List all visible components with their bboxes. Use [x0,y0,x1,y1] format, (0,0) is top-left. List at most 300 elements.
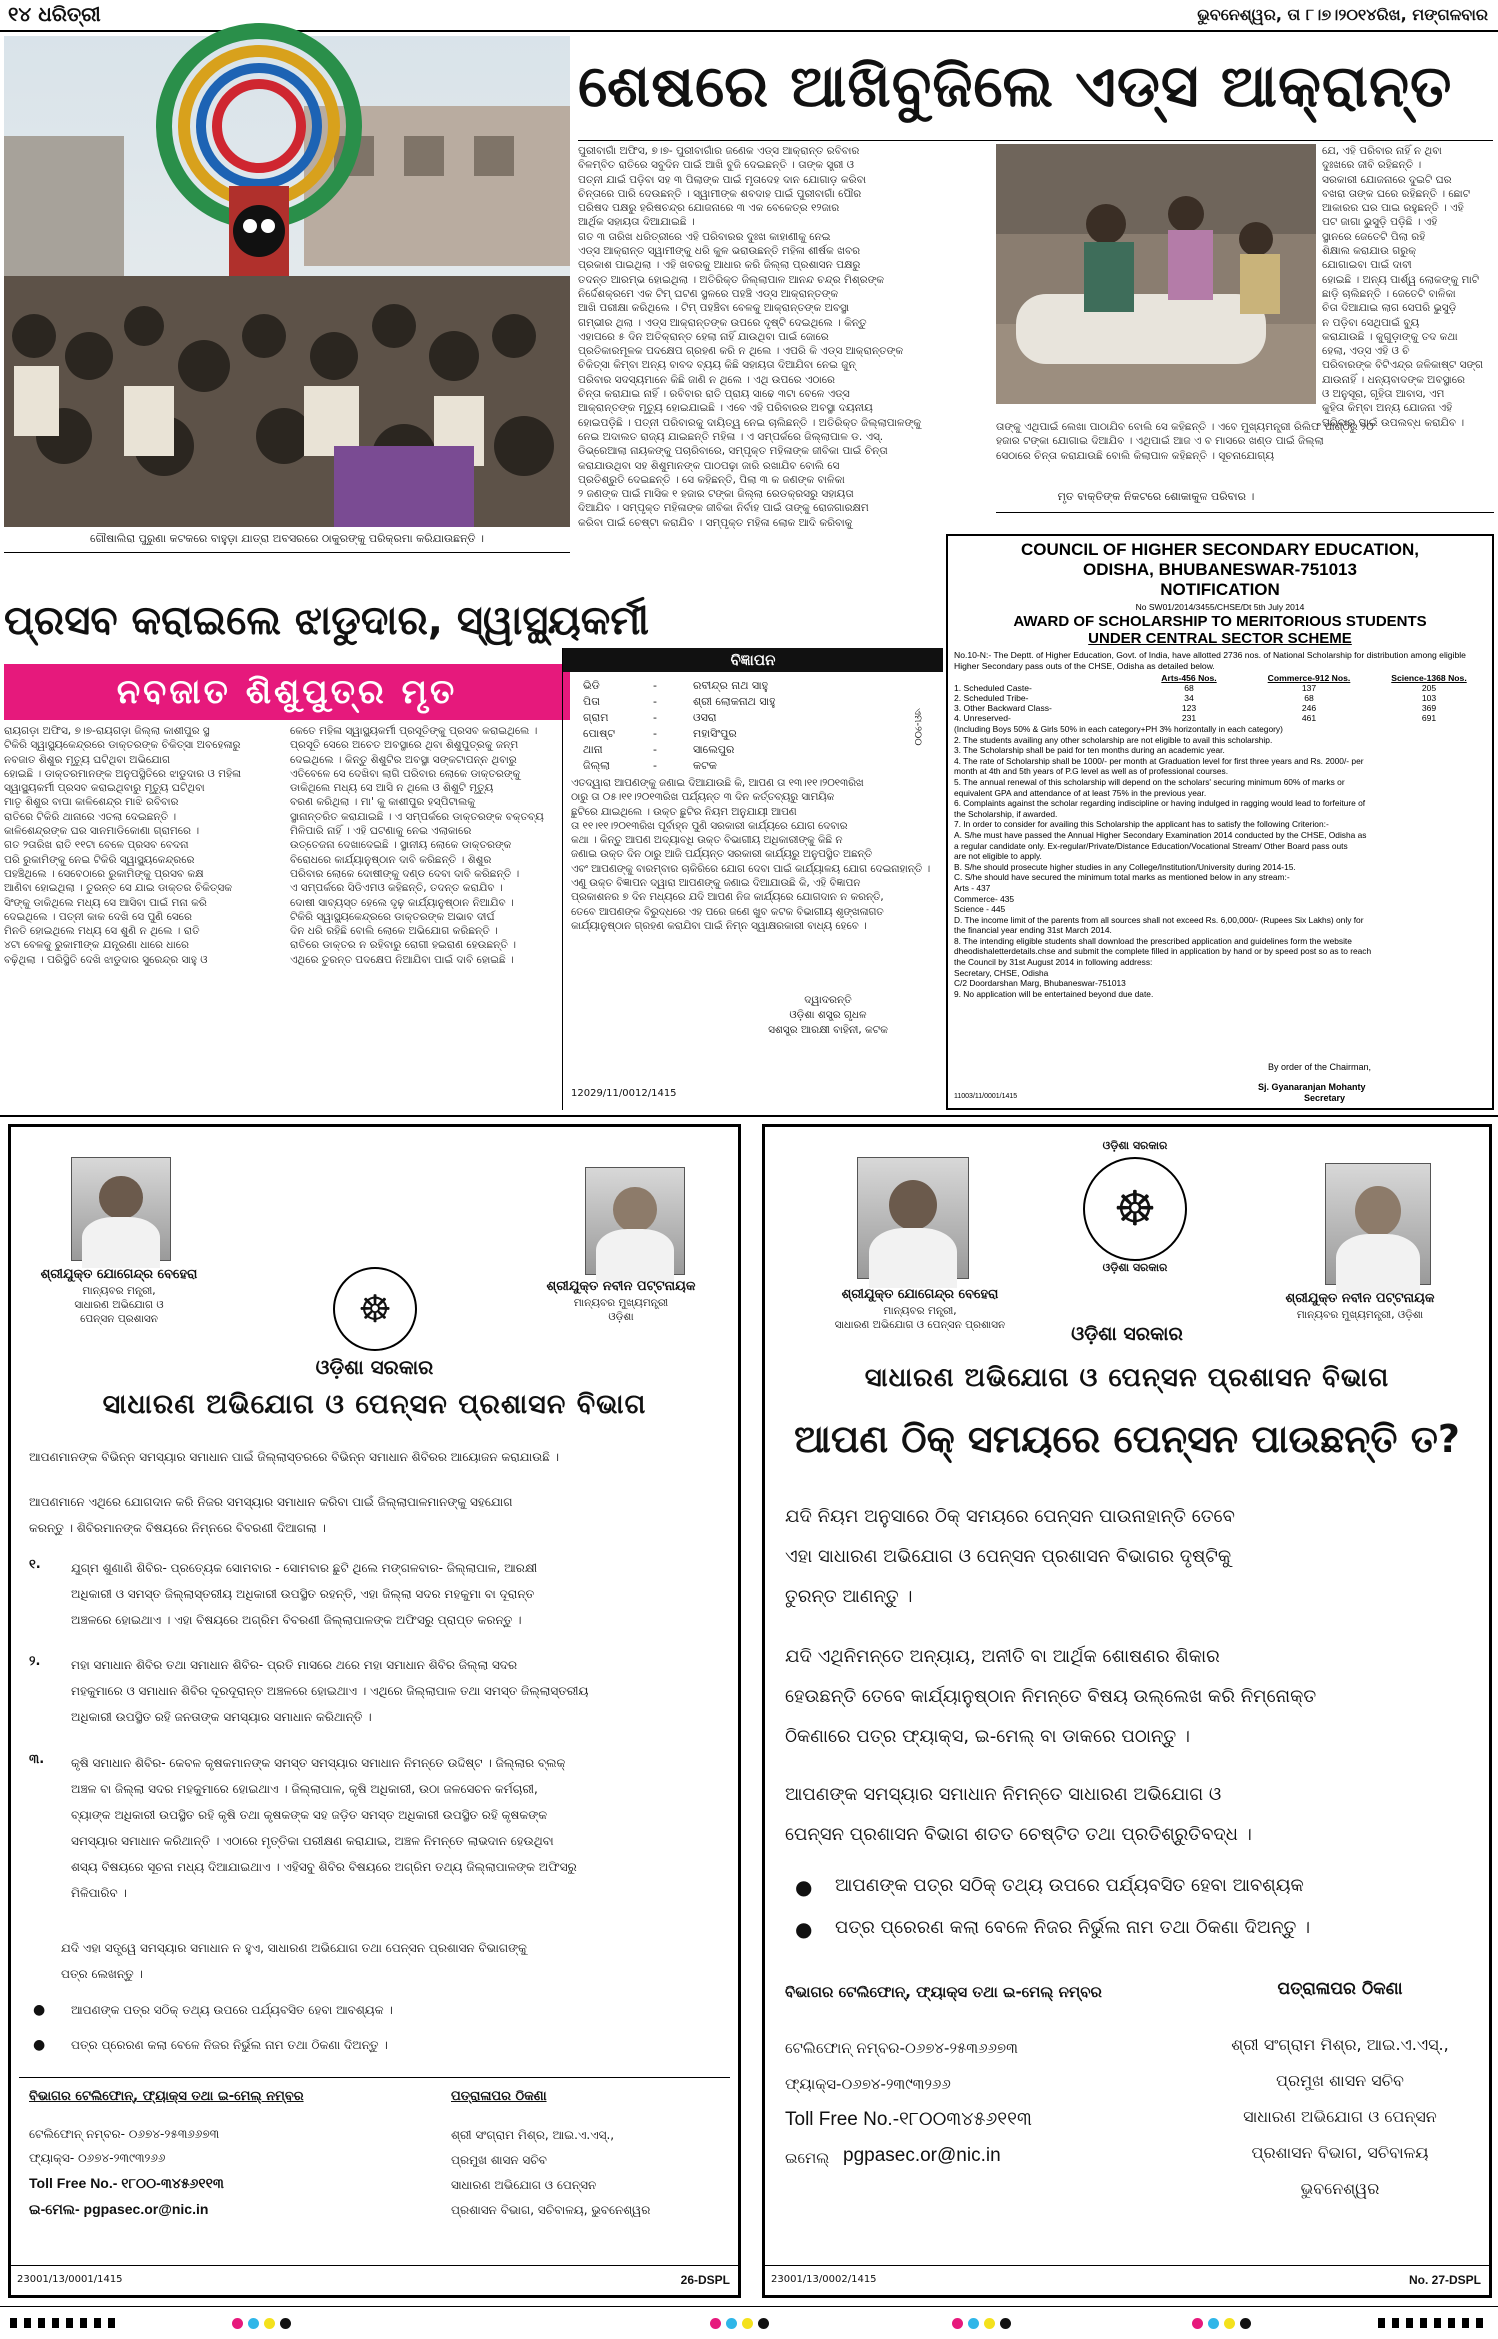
ad-left-item2-num: ୨. [29,1654,41,1669]
ad-left-address [451,2123,731,2223]
ad-right-tag: No. 27-DSPL [1408,2273,1481,2287]
article-line: ତଦନ୍ତ ଆରମ୍ଭ ହୋଇଥିଲା । ଅତିରିକ୍ତ ଜିଲ୍ଲାପାଳ ଆନନ୍ଦ ଚନ୍ଦ୍ର ମିଶ୍ରଙ୍କ [578,273,885,286]
notification-point: are not eligible to apply. [954,851,1042,862]
ad-right-footer-rule [765,2265,1489,2266]
article-line: ସେଠାରେ ଚିନ୍ତା କରାଯାଉଛି ବୋଲି କିଲାପାଳ କହିଛନ୍ତି । ସୂଚନାଯୋଗ୍ୟ [996,449,1274,462]
vigyapan-field-value: ରବୀନ୍ଦ୍ର ନାଥ ସାହୁ [693,679,769,692]
ad-left-footer-rule [11,2265,738,2266]
ad-right-cm-title: ମାନ୍ୟବର ମୁଖ୍ୟମନ୍ତ୍ରୀ, ଓଡ଼ିଶା [1296,1309,1424,1321]
ad-left-cm-title1: ମାନ୍ୟବର ମୁଖ୍ୟମନ୍ତ୍ରୀ [573,1297,669,1309]
vigyapan-field-label: ପୋଷ୍ଟ [583,727,615,740]
ad-left-item2 [71,1652,721,1730]
notification-point: 6. Complaints against the scholar regarding indiscipline or having indulged in ragging would lead to forfeiture of [954,798,1366,809]
article-line: ପ୍ରତିଶ୍ରୁତି ଦେଇଛନ୍ତି । ସେ କହିଛନ୍ତି, ପିଲା ୩ କ ଜଣଙ୍କ ବାଳିକା [578,473,845,486]
address-line: ପ୍ରମୁଖ ଶାସନ ସଚିବ [451,2153,547,2167]
story2-column-2 [290,724,570,1114]
vigyapan-box [562,648,943,1110]
vigyapan-line: ତା ୧୧।୧୧।୨୦୧୩ରିଖ ପୂର୍ବାହ୍ନ ପୁଣି ସରକାରୀ କାର୍ଯ୍ୟରେ ଯୋଗ ଦେବାର [571,819,848,832]
ad-line: ଶସ୍ୟ ବିଷୟରେ ସୂଚନା ମଧ୍ୟ ଦିଆଯାଇଥାଏ । ଏହିସବୁ ଶିବିର ବିଷୟରେ ଅଗ୍ରିମ ତଥ୍ୟ ଜିଲ୍ଲାପାଳଙ୍କ ଅଫିସରୁ [71,1860,577,1874]
ad-right-para2 [785,1637,1475,1757]
article-line: ପୁରୀବାଗାଁ ଅଫିସ, ୭।୭- ପୁରୀବାଗାଁର ଜଣେକ ଏଡ୍‌ସ ଆକ୍ରାନ୍ତ ରବିବାର [578,145,860,157]
article-line: ଦେଇଥିଲେ । କିନ୍ତୁ ଶିଶୁଟିର ଅବସ୍ଥା ସଙ୍କଟାପନ୍ନ ଥିବାରୁ [290,753,517,766]
notification-point: Arts - 437 [954,882,991,893]
ad-line: ହେଉଛନ୍ତି ତେବେ କାର୍ଯ୍ୟାନୁଷ୍ଠାନ ନିମନ୍ତେ ବିଷୟ ଉଲ୍ଲେଖ କରି ନିମ୍ନୋକ୍ତ [785,1686,1317,1707]
notification-table-cell: 68 [1184,683,1194,693]
article-line: ପ୍ରକାଶ ପାଇଥିଲା । ଏହି ଖବରକୁ ଆଧାର କରି ଜିଲ୍ଲା ପ୍ରଶାସନ ପକ୍ଷରୁ [578,259,861,272]
article-line: ଟିକିରି ସ୍ୱାସ୍ଥ୍ୟକେନ୍ଦ୍ରରେ ଡାକ୍ତରଙ୍କ ଚିକିତ୍ସା ଅବହେଳାରୁ [4,739,241,752]
notification-point: A. S/he must have passed the Annual Higher Secondary Examination 2014 conducted by the CHSE, Odisha as [954,829,1367,840]
story1-headline: ଶେଷରେ ଆଖିବୁଜିଲେ ଏଡ୍‌ସ ଆକ୍ରାନ୍ତ [578,52,1453,120]
vigyapan-field-row [583,694,883,710]
article-line: ହଜାର ଟଙ୍କା ଯୋଗାଇ ଦିଆଯିବ । ଏଥିପାଇଁ ଆଜ ଏ ବ ମାସରେ ଖଣ୍ଡ ପାଇଁ ଜିଲ୍ଲା [996,435,1324,448]
article-line: ବିରୋଧରେ କାର୍ଯ୍ୟାନୁଷ୍ଠାନ ଦାବି କରିଛନ୍ତି । ଶିଶୁର [290,853,492,866]
article-line: କରିବା ପାଇଁ ଚେଷ୍ଟା କରାଯିବ । ସମ୍ପୃକ୍ତ ମହିଳା ଲୋକ ଆଦି କରିବାକୁ [578,516,853,529]
ad-right-email: pgpasec.or@nic.in [843,2145,1001,2166]
article-line: ପତ୍ନୀ ଯାଇଁ ପଡ଼ିବା ସହ ୩ ପିଲାଙ୍କ ପାଇଁ ମୃତାଦେହ ଦାନ ଯୋଗାଡ଼ କରିବା [578,173,867,186]
ad-line: ପେନ୍‌ସନ ପ୍ରଶାସନ ବିଭାଗ ଶତତ ଚେଷ୍ଟିତ ତଥା ପ୍ରତିଶ୍ରୁତିବଦ୍ଧ । [785,1824,1252,1845]
article-line: ପହଞ୍ଚିଥିଲେ । ସେବେଠାରେ ରୁକାମିଙ୍କୁ ପ୍ରସବ କକ୍ଷ [4,867,204,880]
notification-point: the Council by 31st August 2014 in following address: [954,957,1153,968]
vigyapan-field-row [583,758,883,774]
color-dot [1000,2318,1011,2329]
story2-headline: ପ୍ରସବ କରାଇଲେ ଝାଡୁଦାର, ସ୍ୱାସ୍ଥ୍ୟକର୍ମୀ [4,598,650,644]
article-line: ନେଇ ଅଦାଲତ ରାଜ୍ୟ ଯାଇଛନ୍ତି ମହିଳା । ଏ ସମ୍ପର୍କରେ ଜିଲ୍ଲାପାଳ ଡ. ଏସ୍. [578,430,884,443]
notification-point: 8. The intending eligible students shall download the prescribed application and guidelines form the website [954,935,1352,946]
color-dot [968,2318,979,2329]
ad-right-govt: ଓଡ଼ିଶା ସରକାର [1071,1323,1183,1345]
article-line: ଡାକିଥିଲେ ମଧ୍ୟ ସେ ଆସି ନ ଥିଲେ ଓ ଶିଶୁଟି ମୃତ୍ୟୁ [290,782,494,795]
ad-line: ଠିକଣାରେ ପତ୍ର ଫ୍ୟାକ୍ସ, ଇ-ମେଲ୍ ବା ଡାକରେ ପଠାନ୍ତୁ । [785,1726,1190,1747]
color-dot [710,2318,721,2329]
article-line: ଓ ଅନୁସୂରା, ଗୃହିତା ଆବାସ, ଏମ [1322,388,1445,401]
article-line: ସିଂଙ୍କୁ ଡାକିଥିଲେ ମଧ୍ୟ ସେ ଆସିବା ପାଇଁ ମନା କରି [4,896,207,909]
notification-point: dheodishaletterdetails.chse and submit the complete filled in application by hand or by speed post so as to reach [954,946,1372,957]
article-line: ହୋଇଛି । ଅନ୍ୟ ପାର୍ଶ୍ୱ ଲୋକଙ୍କୁ ମାଟି [1322,273,1480,286]
vigyapan-field-value: ଶ୍ରୀ ଲୋକନାଥ ସାହୁ [693,695,776,708]
notification-intro: No.10-N:- The Deptt. of Higher Education, Govt. of India, have allotted 2736 nos. of National Scholarship for distribution among eligible Higher Secondary pass outs of the CHSE, Odisha as detailed below. [954,650,1466,671]
notification-table-cell: 246 [1301,703,1317,713]
ad-left-minister-title1: ମାନ୍ୟବର ମନ୍ତ୍ରୀ, [82,1285,156,1297]
article-line: ହୋଇପଡ଼ିଛି । ପତ୍ନୀ ପରିବାରକୁ ଦାୟିତ୍ୱ ନେଇ ଚାଲିଛନ୍ତି । ଅତିରିକ୍ତ ଜିଲ୍ଲାପାଳଙ୍କୁ [578,416,922,429]
article-line: ପରି ରୁକାମିଙ୍କୁ ନେଇ ଟିକିରି ସ୍ୱାସ୍ଥ୍ୟକେନ୍ଦ୍ରରେ [4,853,195,866]
color-dot [264,2318,275,2329]
notification-subject1: AWARD OF SCHOLARSHIP TO MERITORIOUS STUDENTS [1013,613,1427,630]
minister-portrait-right [857,1157,969,1279]
article-line: ମିଳିପାରି ନାହିଁ । ଏହି ଘଟଣାକୁ ନେଇ ଏଲାକାରେ [290,825,472,838]
vigyapan-signoff-line: ସଶସ୍ତ୍ର ଆରକ୍ଷୀ ବାହିନୀ, କଟକ [768,1024,888,1036]
ad-line: ମହା ସମାଧାନ ଶିବିର ତଥା ସମାଧାନ ଶିବିର- ପ୍ରତି ମାସରେ ଥରେ ମହା ସମାଧାନ ଶିବିର ଜିଲ୍ଲା ସଦର [71,1658,518,1672]
vigyapan-field-sep: - [653,679,657,692]
color-dot [232,2318,243,2329]
article-line: ଦୋଷୀ ସାବ୍ୟସ୍ତ ହେଲେ ଦୃଢ଼ କାର୍ଯ୍ୟାନୁଷ୍ଠାନ ନିଆଯିବ । [290,896,514,909]
ad-line: ଯୁଗ୍ମ ଶୁଣାଣି ଶିବିର- ପ୍ରତ୍ୟେକ ସୋମବାର - ସୋମବାର ଛୁଟି ଥିଲେ ମଙ୍ଗଳବାର- ଜିଲ୍ଲାପାଳ, ଆରକ୍ଷୀ [71,1561,538,1575]
story2-subhead: ନବଜାତ ଶିଶୁପୁତ୍ର ମୃତ [4,664,570,720]
ad-right-minister-title2: ସାଧାରଣ ଅଭିଯୋଗ ଓ ପେନ୍‌ସନ ପ୍ରଶାସନ [834,1319,1006,1331]
vigyapan-line: ଏବଂ ଆପଣଙ୍କୁ ବାରମ୍ବାର ଚାକିରିରେ ଯୋଗ ଦେବା ପାଇଁ କାର୍ଯ୍ୟାଳୟ ଯୋଗ ଦେଇନାହାନ୍ତି । [571,862,931,875]
ad-left-bullet1: ଆପଣଙ୍କ ପତ୍ର ସଠିକ୍ ତଥ୍ୟ ଉପରେ ପର୍ଯ୍ୟବସିତ ହେବା ଆବଶ୍ୟକ । [71,2003,393,2017]
notification-table-row [954,703,1486,713]
ad-left-intro: ଆପଣମାନଙ୍କ ବିଭିନ୍ନ ସମସ୍ୟାର ସମାଧାନ ପାଇଁ ଜିଲ୍ଲାସ୍ତରରେ ବିଭିନ୍ନ ସମାଧାନ ଶିବିରର ଆୟୋଜନ କରାଯାଉଛି । [29,1450,560,1464]
notification-table-cell [954,673,1134,683]
article-line: ଛାଡ଼ି ଚାଲିଛନ୍ତି । ଜେତେଟି ବାଳିକା [1322,287,1456,300]
ad-left-tollfree: Toll Free No.- ୧୮୦୦-୩୪୫୬୧୧୩ [29,2175,224,2191]
article-line: ଡିଭ୍ରେଆଲା ନାୟକଙ୍କୁ ପଚାରିବାରେ, ସମ୍ପୃକ୍ତ ମହିଳାଙ୍କ ଜୀବିକା ପାଇଁ ଚିନ୍ତା [578,445,888,458]
article-line: ବିଳମ୍ବିତ ରାତିରେ ସବୁଦିନ ପାଇଁ ଆଖି ବୁଜି ଦେଇଛନ୍ତି । ତାଙ୍କ ସ୍ତ୍ରୀ ଓ [578,159,855,172]
ad-right-cm-name: ଶ୍ରୀଯୁକ୍ତ ନବୀନ ପଟ୍ଟନାୟକ [1285,1291,1435,1306]
notification-point: equivalent GPA and attendance of at least 75% in the previous year. [954,787,1207,798]
ad-line: ଆପଣଙ୍କ ସମସ୍ୟାର ସମାଧାନ ନିମନ୍ତେ ସାଧାରଣ ଅଭିଯୋଗ ଓ [785,1784,1222,1805]
notification-point: Science - 445 [954,904,1006,915]
ad-left-ref: 23001/13/0001/1415 [17,2274,123,2285]
ad-line: ଏହା ସାଧାରଣ ଅଭିଯୋଗ ଓ ପେନ୍‌ସନ ପ୍ରଶାସନ ବିଭାଗର ଦୃଷ୍ଟିକୁ [785,1546,1232,1567]
color-dot [758,2318,769,2329]
vigyapan-body [571,776,937,946]
notification-order-line: By order of the Chairman, [1268,1062,1372,1072]
article-line: ଆକାରର ଘର ପାଇ ରହୁଛନ୍ତି । ଏହି [1322,202,1464,215]
ad-line: ପତ୍ର ଲେଖନ୍ତୁ । [61,1967,143,1981]
article-line: କେତେ ମହିଳା ସ୍ୱାସ୍ଥ୍ୟକର୍ମୀ ପ୍ରସୂତିଙ୍କୁ ପ୍ରସବ କରାଇଥିଲେ । [290,725,538,737]
article-line: ମାତୃ ଶିଶୁର ବାପା କାଳିଶେନ୍ଦ୍ର ମାଝି ରବିବାର [4,796,179,809]
notification-point: the Scholarship, if awarded. [954,808,1058,819]
page-label: ୧୪ ଧରିତ୍ରୀ [8,2,101,26]
vigyapan-field-sep: - [653,727,657,740]
minister-portrait [71,1157,171,1261]
vigyapan-line: ଠାରୁ ତା ୦୫।୧୧।୨୦୧୩ରିଖ ପର୍ଯ୍ୟନ୍ତ ୩ ଦିନ କର୍ତ୍ତବ୍ୟରୁ ସାମୟିକ [571,791,835,804]
vigyapan-field-sep: - [653,759,657,772]
article-line: ପରିବାର ଲୋକେ ଦୋଷୀଙ୍କୁ ଦଣ୍ଡ ଦେବା ଦାବି କରିଛନ୍ତି । [290,867,520,880]
article-line: କାଳିଶେନ୍ଦ୍ରଙ୍କ ଘର ସାନମାଡିକୋଣା ଗ୍ରାମରେ । [4,825,200,838]
vigyapan-field-value: କଟକ [693,759,717,772]
vigyapan-field-sep: - [653,711,657,724]
color-dot [726,2318,737,2329]
article-line: ନ ପଡ଼ିବା ସେଥିପାଇଁ ବ୍ୟୁ [1322,316,1420,329]
story1-headline-rule [578,140,1493,141]
vigyapan-field-label: ପିତା [583,695,600,708]
article-line: ସ୍ୱାସ୍ଥ୍ୟକର୍ମୀ ପ୍ରସବ କରାଇଥିବାରୁ ମୃତ୍ୟୁ ଘଟିଥିବା [4,782,205,795]
ad-left-item1 [71,1555,721,1633]
color-dot [1208,2318,1219,2329]
notification-table-cell: 1. Scheduled Caste- [954,683,1032,693]
color-dot [742,2318,753,2329]
article-line: ଦୁଃଖରେ ଜୀବି ରହିଛନ୍ତି । [1322,159,1422,172]
story2-column-1 [4,724,282,1114]
notification-table-cell: 68 [1304,693,1314,703]
article-line: ବଢ଼ିଥିଲା । ପରିସ୍ଥିତି ଦେଖି ଝାଡୁଦାର ସୁରେନ୍ଦ୍ର ସାହୁ ଓ [4,953,208,966]
vigyapan-field-value: ମହାସିଂପୁର [693,727,737,740]
notification-point: a regular candidate only. Ex-regular/Private/Distance Education/Vocational Stream/ Other Board pass outs [954,840,1348,851]
notification-point: 9. No application will be entertained beyond due date. [954,988,1154,999]
cm-portrait [585,1167,685,1275]
photo-caption-rule [4,552,570,553]
notification-table-cell: 231 [1181,713,1197,723]
address-line: ସାଧାରଣ ଅଭିଯୋଗ ଓ ପେନ୍‌ସନ [451,2178,597,2192]
article-line: ୨ ଜଣଙ୍କ ପାଇଁ ମାସିକ ୧ ହଜାର ଟଙ୍କା ଜିଲ୍ଲା ରେଡକ୍ରସରୁ ସହାୟତା [578,488,854,501]
article-line: କରାଯାଉଥିବା ସହ ଶିଶୁମାନଙ୍କ ପାଠପଢ଼ା ଜାରି ରଖାଯିବ ବୋଲି ସେ [578,459,840,472]
article-line: ଆର୍ଥିକ ସହାୟତା ଦିଆଯାଇଛି । [578,216,695,229]
vigyapan-line: ଜଣାଇ ଉକ୍ତ ଦିନ ଠାରୁ ଆଜି ପର୍ଯ୍ୟନ୍ତ ସରକାରୀ କାର୍ଯ୍ୟରୁ ଅନୁପସ୍ଥିତ ଅଛନ୍ତି [571,848,873,861]
article-line: ରାତିରେ ଟିକିରି ଥାନାରେ ଏତଲା ଦେଇଛନ୍ତି । [4,810,177,823]
ad-line: କୃଷି ସମାଧାନ ଶିବିର- କେବଳ କୃଷକମାନଙ୍କ ସମସ୍ତ ସମସ୍ୟାର ସମାଧାନ ନିମନ୍ତେ ଉଦ୍ଦିଷ୍ଟ । ଜିଲ୍ଲାର ବ୍ଲକ୍ [71,1756,566,1770]
ad-left-addr-head: ପତ୍ରାଳାପର ଠିକଣା [451,2089,547,2104]
family-photo-caption: ମୃତ ବାକ୍ତିଙ୍କ ନିକଟରେ ଶୋକାକୁଳ ପରିବାର । [1057,490,1255,503]
vigyapan-line: ଏଣୁ ଉକ୍ତ ବିଜ୍ଞାପନ ଦ୍ୱାରା ଆପଣଙ୍କୁ ଜଣାଇ ଦିଆଯାଉଛି କି, ଏହି ବିଜ୍ଞାପନ [571,877,861,890]
ad-line: ଆପଣମାନେ ଏଥିରେ ଯୋଗଦାନ କରି ନିଜର ସମସ୍ୟାର ସମାଧାନ କରିବା ପାଇଁ ଜିଲ୍ଲାପାଳମାନଙ୍କୁ ସହଯୋଗ [29,1495,513,1509]
color-dot [1224,2318,1235,2329]
vigyapan-field-label: ଜିଲ୍ଲା [583,759,610,772]
article-line: ଉତ୍ତେଜନା ଦେଖାଦେଇଛି । ସ୍ଥାନୀୟ ଲୋକେ ଡାକ୍ତରଙ୍କ [290,839,512,852]
ad-line: ଯଦି ନିୟମ ଅନୁସାରେ ଠିକ୍ ସମୟରେ ପେନ୍‌ସନ ପାଉନାହାନ୍ତି ତେବେ [785,1506,1235,1527]
notification-table-cell: Commerce-912 Nos. [1267,673,1351,683]
ad-right-bullet2: ପତ୍ର ପ୍ରେରଣ କଲା ବେଳେ ନିଜର ନିର୍ଭୁଲ ନାମ ତଥା ଠିକଣା ଦିଅନ୍ତୁ । [835,1917,1311,1938]
ad-right-emblem-top: ଓଡ଼ିଶା ସରକାର [1102,1139,1168,1152]
vigyapan-field-label: ଭିଡି [583,679,600,692]
notification-title2: ODISHA, BHUBANESWAR-751013 [1083,560,1357,579]
notification-table-cell: 137 [1301,683,1317,693]
article-line: ହୋଇଛି । ଡାକ୍ତରମାନଙ୍କ ଅନୁପସ୍ଥିତିରେ ଝାଡୁଦାର ଓ ମହିଳା [4,767,242,780]
ad-left-bullet2-dot: ● [33,2037,46,2053]
date-line: ଭୁବନେଶ୍ୱର, ତା ୮।୭।୨୦୧୪ରିଖ, ମଙ୍ଗଳବାର [1197,5,1488,24]
notification-table-header [954,673,1486,683]
notification-point: 3. The Scholarship shall be paid for ten months during an academic year. [954,745,1225,756]
notification-point: Commerce- 435 [954,893,1015,904]
vigyapan-field-row [583,710,883,726]
address-line: ସାଧାରଣ ଅଭିଯୋଗ ଓ ପେନ୍‌ସନ [1243,2107,1437,2126]
article-line: ଏତିବେଳେ ସେ ଦେଖିବା ଲାଗି ପରିବାର ଲୋକେ ଡାକ୍ତରଙ୍କୁ [290,767,521,780]
vigyapan-signoff-line: ଓଡ଼ିଶା ଶସ୍ତ୍ର ଗୃଧଳ [789,1009,867,1021]
notification-point: D. The income limit of the parents from all sources shall not exceed Rs. 6,00,000/- (Rupees Six Lakhs) only for [954,914,1364,925]
ad-right-tollfree: Toll Free No.-୧୮୦୦୩୪୫୬୧୧୩ [785,2109,1032,2130]
ad-left-minister-name: ଶ୍ରୀଯୁକ୍ତ ଯୋଗେନ୍ଦ୍ର ବେହେରା [40,1267,198,1282]
ad-right-email-prefix: ଇମେଲ୍ [785,2149,830,2167]
article-line: ସରକାରୀ ଯୋଜନାରେ ଦୁଇଟି ଘର [1322,173,1452,186]
ad-left-contact-rule [19,2077,730,2078]
notification-table-row [954,693,1486,703]
vigyapan-line: ତେବେ ଆପଣଙ୍କ ବିରୁଦ୍ଧରେ ଏହ ପରେ ଜଣେ ଖୁବ କଟକ ବିଭାଗୀୟ ଶୃଙ୍ଖଳାଗତ [571,905,884,918]
address-line: ପ୍ରଶାସନ ବିଭାଗ, ସଚିବାଳୟ [1251,2143,1429,2162]
ad-right [762,1124,1492,2298]
article-line: ଯେ, ଏହି ପରିବାର ନାହିଁ ନ ଥିବା [1322,145,1442,157]
ad-right-phone: ଟେଲିଫୋନ୍ ନମ୍ବର-୦୬୭୪-୨୫୩୬୬୭୩ [785,2039,1018,2057]
article-line: ଆକ୍ରାନ୍ତଙ୍କ ମୃତ୍ୟୁ ହୋଇଯାଇଛି । ଏବେ ଏହି ପରିବାରର ଅବସ୍ଥା ଦୟନୀୟ [578,402,873,415]
ad-left-minister-title3: ପେନ୍‌ସନ ପ୍ରଶାସନ [80,1313,158,1325]
ad-left-bullet1-dot: ● [33,2002,46,2018]
notification-subject2: UNDER CENTRAL SECTOR SCHEME [1088,630,1352,647]
ad-line: ଅଞ୍ଚଳରେ ହୋଇଥାଏ । ଏହା ବିଷୟରେ ଅଗ୍ରିମ ବିବରଣୀ ଜିଲ୍ଲାପାଳଙ୍କ ଅଫିସରୁ ପ୍ରାପ୍ତ କରନ୍ତୁ । [71,1613,522,1627]
ad-line: କରନ୍ତୁ । ଶିବିରମାନଙ୍କ ବିଷୟରେ ନିମ୍ନରେ ବିବରଣୀ ଦିଆଗଲା । [29,1521,326,1535]
article-line: ଚିତା ଦିଆଯାଇ ଲାଗ ସେପରି ଭୁସୁଡ଼ି [1322,302,1457,315]
notification-table-row [954,683,1486,693]
ad-line: ସମସ୍ୟାର ସମାଧାନ କରିଥାନ୍ତି । ଏଠାରେ ମୃତ୍ତିକା ପରୀକ୍ଷଣ କରାଯାଇ, ଅଞ୍ଚଳ ନିମନ୍ତେ ଲାଭଦାନ ହେଉଥିବା [71,1834,554,1848]
article-line: ସ୍ଥାନାନ୍ତରିତ କରାଯାଇଛି । ଏ ସମ୍ପର୍କରେ ଡାକ୍ତରଙ୍କ ବକ୍ତବ୍ୟ [290,810,544,823]
vigyapan-fields [583,678,883,774]
article-line: ହେଲା, ଏଡ୍‌ସ ଏହି ଓ ଚି [1322,345,1410,358]
notification-point: Secretary, CHSE, Odisha [954,967,1049,978]
festival-photo-illustration [4,36,570,527]
family-photo-illustration [996,144,1316,404]
vigyapan-line: କାର୍ଯ୍ୟାନୁଷ୍ଠାନ ଗ୍ରହଣ କରାଯିବା ପାଇଁ ନିମ୍ନ ସ୍ୱାକ୍ଷରକାରୀ ବାଧ୍ୟ ହେବେ । [571,919,867,932]
notification-table-cell: 123 [1181,703,1197,713]
notification-table-cell: 369 [1421,703,1437,713]
article-line: ରାତିରେ ଡାକ୍ତର ନ ରହିବାରୁ ରୋଗୀ ହଇରାଣ ହେଉଛନ୍ତି । [290,939,516,952]
registration-mark-right [1378,2318,1488,2328]
notification-ref-line: No SW01/2014/3455/CHSE/Dt 5th July 2014 [1135,602,1305,612]
ad-left-cm-title2: ଓଡ଼ିଶା [608,1311,634,1323]
ad-right-minister-name: ଶ୍ରୀଯୁକ୍ତ ଯୋଗେନ୍ଦ୍ର ବେହେରା [841,1287,999,1302]
ad-line: ଯଦି ଏଥିନିମନ୍ତେ ଅନ୍ୟାୟ, ଅନୀତି ବା ଆର୍ଥିକ ଶୋଷଣର ଶିକାର [785,1646,1220,1667]
ad-left-email: ଇ-ମେଲ- pgpasec.or@nic.in [29,2201,209,2217]
notification-table-cell: 2. Scheduled Tribe- [954,693,1029,703]
vigyapan-field-row [583,678,883,694]
ad-line: ଯଦି ଏହା ସତ୍ତ୍ୱେ ସମସ୍ୟାର ସମାଧାନ ନ ହୁଏ, ସାଧାରଣ ଅଭିଯୋଗ ତଥା ପେନ୍‌ସନ ପ୍ରଶାସନ ବିଭାଗଙ୍କୁ [61,1941,527,1955]
vigyapan-field-sep: - [653,743,657,756]
article-line: ପଟ ଜାଗା ଭୁସୁଡ଼ି ପଡ଼ିଛି । ଏହି [1322,216,1438,229]
article-line: ସ୍ଥାନରେ ଜେତେଟି ପିଲା ରହି [1322,230,1426,243]
notification-title3: NOTIFICATION [1160,580,1280,599]
article-line: ଟିକିରି ସ୍ୱାସ୍ଥ୍ୟକେନ୍ଦ୍ରରେ ଡାକ୍ତରଙ୍କ ଅଭାବ ଦୀର୍ଘ [290,910,495,923]
ad-right-bullet1-dot: ● [795,1875,813,1899]
vigyapan-field-label: ଥାନା [583,743,603,756]
article-line: ଚିନ୍ତା କରାଯାଇ ନାହିଁ । ରବିବାର ରାତି ପ୍ରାୟ ସାଢେ ୩ଟା ବେଳେ ଏଡ୍‌ସ [578,388,850,401]
family-photo [996,144,1316,404]
ad-right-fax: ଫ୍ୟାକ୍ସ-୦୬୭୪-୨୩୯୩୨୬୬ [785,2075,951,2093]
notification-sign-title: Secretary [1304,1093,1346,1103]
article-line: ରାୟଗଡ଼ା ଅଫିସ, ୭।୭-ରାୟଗଡ଼ା ଜିଲ୍ଲା କାଶୀପୁର ସ୍ଥ [4,725,210,737]
notification-table-row [954,713,1486,723]
notification-point: month at 4th and 5th years of P.G level as well as of professional courses. [954,766,1229,777]
ad-line: ତୁରନ୍ତ ଆଣନ୍ତୁ । [785,1586,913,1607]
vigyapan-line: କଥା । କିନ୍ତୁ ଆପଣ ଅଦ୍ୟାବଧି ଉକ୍ତ ବିଭାଗୀୟ ଅଧିକାରୀଙ୍କୁ କିଛି ନ [571,834,843,847]
ad-right-addr-head: ପତ୍ରାଳାପର ଠିକଣା [1277,1979,1403,1999]
ad-right-question: ଆପଣ ଠିକ୍ ସମୟରେ ପେନ୍‌ସନ ପାଉଛନ୍ତି ତ? [794,1417,1460,1461]
article-line: ଆଣିବା ହୋଇଥିଲା । ତୁରନ୍ତ ସେ ଯାଇ ଡାକ୍ତର ଚିକିତ୍ସକ [4,882,233,895]
article-line: ଦିନ ଧରି ରହିଛି ବୋଲି ଲୋକେ ଅଭିଯୋଗ କରିଛନ୍ତି । [290,925,498,938]
notification-points [954,724,1486,999]
ad-line: ମହକୁମାରେ ଓ ସମାଧାନ ଶିବିର ଦୂରଦୂରାନ୍ତ ଅଞ୍ଚଳରେ ହୋଇଥାଏ । ଏଥିରେ ଜିଲ୍ଲାପାଳ ତଥା ସମସ୍ତ ଜିଲ୍ଲାସ୍ତରୀୟ [71,1684,589,1698]
vigyapan-line: ଛୁଟିରେ ଯାଇଥିଲେ । ଉକ୍ତ ଛୁଟିର ନିୟମ ଅନୁଯାୟୀ ଆପଣ [571,805,797,818]
notification-table-cell: 34 [1184,693,1194,703]
color-dot [1240,2318,1251,2329]
article-line: ମିନତି ହୋଇଥିଲେ ମଧ୍ୟ ସେ ଶୁଣି ନ ଥିଲେ । ରାତି [4,925,200,938]
ad-left-minister-title2: ସାଧାରଣ ଅଭିଯୋଗ ଓ [74,1299,164,1311]
notification-box [946,534,1494,1110]
ad-right-dept: ସାଧାରଣ ଅଭିଯୋଗ ଓ ପେନ୍‌ସନ ପ୍ରଶାସନ ବିଭାଗ [864,1363,1390,1393]
notification-table-cell: 103 [1421,693,1437,703]
article-line: ପରିଷଦ ପକ୍ଷରୁ ହରିଷଚନ୍ଦ୍ର ଯୋଜନାରେ ୩ ଏକ ବେକେତ୍ର ୧୨ଜାର [578,202,840,215]
notification-table-cell: 4. Unreserved- [954,713,1011,723]
article-line: ପ୍ରତିକାରମୂଳକ ପଦକ୍ଷେପ ଗ୍ରହଣ କରି ନ ଥିଲେ । ଏପରି କି ଏଡ୍‌ସ ଆକ୍ରାନ୍ତଙ୍କ [578,345,904,358]
article-line: ଗମ୍ଭୀର ଥିଲା । ଏଡ୍‌ସ ଆକ୍ରାନ୍ତଙ୍କ ଉପରେ ଦୃଷ୍ଟି ଦେଇଥିଲେ । କିନ୍ତୁ [578,316,867,329]
article-line: ଗତ ୩ ତାରିଖ ଧରିତ୍ରୀରେ ଏହି ପରିବାରର ଦୁଃଖ କାହାଣୀକୁ ନେଇ [578,230,831,243]
article-line: କୁହିତା କିମ୍ବା ଅନ୍ୟ ଯୋଜନା ଏହି [1322,402,1453,415]
story1-column-bottom [996,420,1494,466]
article-line: ଗତ ୨ତାରିଖ ରାତି ୧୧ଟା ବେଳେ ପ୍ରସବ ବେଦନା [4,839,189,852]
article-line: ଏଡ୍‌ସ ଆକ୍ରାନ୍ତ ସ୍ୱାମୀଙ୍କୁ ଧରି କୁଳ ଭରାଉଛନ୍ତି ମହିଳା ଶୀର୍ଷକ ଖବର [578,245,861,258]
ad-line: ବ୍ୟାଙ୍କ ଅଧିକାରୀ ଉପସ୍ଥିତ ରହି କୃଷି ତଥା କୃଷକଙ୍କ ସହ ଜଡ଼ିତ ସମସ୍ତ ଅଧିକାରୀ ଉପସ୍ଥିତ ରହି କୃଷକଙ୍କ [71,1808,548,1822]
article-line: ପରିବାରଙ୍କ ବିଟିଏନ୍ଦ୍ର ଜଳିକାଷ୍ଟ ସଙ୍ଗ [1322,359,1484,372]
ad-right-contact-head: ବିଭାଗର ଟେଲିଫୋନ୍, ଫ୍ୟାକ୍ସ ତଥା ଇ-ମେଲ୍ ନମ୍ବର [785,1983,1102,2001]
article-line: ଚିକିତ୍ସା କିମ୍ବା ଅନ୍ୟ ବାବଦ ବ୍ୟୟ କିଛି ସହାୟତା ଦିଆଯିବା ନେଇ ଜୁନ୍ [578,359,856,372]
festival-photo-caption: ଗୌଷାଲିରା ପୁରୁଣା କଟକରେ ବାହୁଡ଼ା ଯାତ୍ରା ଅବସରରେ ଠାକୁରଙ୍କୁ ପରିକ୍ରମା କରିଯାଉଛନ୍ତି । [90,532,484,545]
ad-left-govt: ଓଡ଼ିଶା ସରକାର [315,1355,434,1379]
odisha-emblem-icon: ☸ [333,1267,417,1351]
ad-left [8,1124,741,2298]
color-dot [984,2318,995,2329]
article-line: ଚିନ୍ତାରେ ପାରି ଦେଉଛନ୍ତି । ସ୍ୱାମୀଙ୍କ ଶବଦାହ ପାଇଁ ପୁରୀବାଗାଁ ପୌର [578,187,862,200]
vigyapan-signoff [723,993,933,1038]
article-line: କରାଯାଉଛି । କୁଗୁଡ଼ାଙ୍କୁ ତଦ କଥା [1322,330,1458,343]
ad-left-tag: 26-DSPL [680,2273,730,2287]
vigyapan-field-value: ସାଲେପୁର [693,743,735,756]
ad-right-address [1195,2027,1485,2207]
notification-table-cell: 3. Other Backward Class- [954,703,1052,713]
notification-table-cell: Science-1368 Nos. [1391,673,1467,683]
ad-line: ଅଧିକାରୀ ଉପସ୍ଥିତ ରହି ଜନତାଙ୍କ ସମସ୍ୟାର ସମାଧାନ କରିଥାନ୍ତି । [71,1710,372,1724]
notification-table-cell: 205 [1421,683,1437,693]
article-line: ଏହାପରେ ୫ ଦିନ ଅତିକ୍ରାନ୍ତ ହେଲା ନାହିଁ ଯାଉଥିବା ପାଇଁ ଜୋରେ [578,330,829,343]
notification-point: B. S/he should prosecute higher studies in any College/Institution/University during 2014-15. [954,861,1296,872]
notification-table-cell: 691 [1421,713,1437,723]
article-line: ଶିକ୍ଷାଲ କରାଯାଉ ଗରୁକ୍ [1322,245,1417,258]
mid-page-rule [0,1115,1498,1117]
ad-left-para1 [29,1489,719,1541]
article-line: ଯୋଗାଇବା ପାଇଁ ଦାବୀ [1322,259,1412,272]
article-line: ତାଙ୍କୁ ଏଥିପାଇଁ ଲେଖା ପାଠାଯିବ ବୋଲି ସେ କହିଛନ୍ତି । ଏବେ ମୁଖ୍ୟମନ୍ତ୍ରୀ ରିଲିଫ ପାଣ୍ଠିରୁ ୨୦ [996,421,1374,433]
ad-left-item1-num: ୧. [29,1557,41,1572]
article-line: ଏ ସମ୍ପର୍କରେ ସିଡିଏମଓ କହିଛନ୍ତି, ତଦନ୍ତ କରାଯିବ । [290,882,503,895]
ad-right-para1 [785,1497,1475,1617]
notification-table-cell: Arts-456 Nos. [1161,673,1217,683]
ad-line: ମିଳିପାରିବ । [71,1886,127,1900]
ad-right-bullet1: ଆପଣଙ୍କ ପତ୍ର ସଠିକ୍ ତଥ୍ୟ ଉପରେ ପର୍ଯ୍ୟବସିତ ହେବା ଆବଶ୍ୟକ [835,1875,1304,1896]
notification-sign-name: Sj. Gyanaranjan Mohanty [1258,1082,1366,1092]
vigyapan-ref: 12029/11/0012/1415 [571,1088,677,1099]
article-line: ଦିଆଯିବ । ସମ୍ପୃକ୍ତ ମହିଳାଙ୍କ ଜୀବିକା ନିର୍ବାହ ପାଇଁ ତାଙ୍କୁ ରୋଜଗାରକ୍ଷମ [578,502,869,515]
color-dot [952,2318,963,2329]
ad-left-contact-head: ବିଭାଗର ଟେଲିଫୋନ୍, ଫ୍ୟାକ୍ସ ତଥା ଇ-ମେଲ୍ ନମ୍ବର [29,2089,304,2104]
odisha-emblem-icon-right: ☸ [1083,1157,1187,1261]
vigyapan-field-row [583,726,883,742]
ad-left-item3 [71,1750,721,1906]
notification-point: 7. In order to consider for availing this Scholarship the applicant has to satisfy the following Criterion:- [954,819,1329,830]
ad-left-item3-num: ୩. [29,1752,45,1767]
vigyapan-line: ଏତଦ୍ୱାରା ଆପଣଙ୍କୁ ଜଣାଇ ଦିଆଯାଉଛି କି, ଆପଣ ତା ୧୩।୧୧।୨୦୧୩ରିଖ [571,777,864,789]
article-line: ୪ଟା ବେଳକୁ ରୁକାମୀଙ୍କ ଯନ୍ତ୍ରଣା ଧାରେ ଧାରେ [4,939,190,952]
notification-ref: 11003/11/0001/1415 [954,1093,1018,1100]
notification-point: C. S/he should have secured the minimum total marks as mentioned below in any stream:- [954,872,1290,883]
notification-point: C/2 Doordarshan Marg, Bhubaneswar-751013 [954,978,1126,989]
story1-column-main [578,144,986,534]
address-line: ପ୍ରଶାସନ ବିଭାଗ, ସଚିବାଳୟ, ଭୁବନେଶ୍ୱର [451,2203,651,2217]
notification-point: 4. The rate of Scholarship shall be 1000/- per month at Graduation level for first three years and Rs. 2000/- per [954,755,1364,766]
vigyapan-title: ବିଜ୍ଞାପନ [563,648,943,672]
registration-mark-left [10,2318,120,2328]
notification-point: 2. The students availing any other scholarship are not eligible to avail this scholarship. [954,734,1273,745]
vigyapan-field-row [583,742,883,758]
article-line: ପ୍ରସୂତି ସେରେ ଅଚେତ ଅବସ୍ଥାରେ ଥିବା ଶିଶୁପୁତ୍ରକୁ ଜନ୍ମ [290,739,519,752]
article-line: ଯାଉନାହିଁ । ଧନ୍ୟବାଦଙ୍କ ଅବସ୍ଥାରେ [1322,373,1465,386]
notification-title1: COUNCIL OF HIGHER SECONDARY EDUCATION, [1021,540,1419,559]
ad-right-para3 [785,1775,1475,1855]
article-line: ନବଜାତ ଶିଶୁର ମୃତ୍ୟୁ ଘଟିଥିବା ଅଭିଯୋଗ [4,753,171,766]
ad-left-dept: ସାଧାରଣ ଅଭିଯୋଗ ଓ ପେନ୍‌ସନ ପ୍ରଶାସନ ବିଭାଗ [102,1389,647,1420]
ad-left-bullet2: ପତ୍ର ପ୍ରେରଣ କଲା ବେଳେ ନିଜର ନିର୍ଭୁଲ ନାମ ତଥା ଠିକଣା ଦିଅନ୍ତୁ । [71,2038,388,2052]
footer-rule [0,2306,1498,2307]
ad-left-cm-name: ଶ୍ରୀଯୁକ୍ତ ନବୀନ ପଟ୍ଟନାୟକ [546,1279,696,1294]
color-dot [248,2318,259,2329]
vigyapan-line: ପ୍ରକାଶନର ୭ ଦିନ ମଧ୍ୟରେ ଯଦି ଆପଣ ନିଜ କାର୍ଯ୍ୟରେ ଯୋଗଦାନ ନ କରନ୍ତି, [571,891,884,904]
article-line: ଏଥିରେ ତୁରନ୍ତ ପଦକ୍ଷେପ ନିଆଯିବା ପାଇଁ ଦାବି ହୋଇଛି । [290,953,514,966]
address-line: ଭୁବନେଶ୍ୱର [1300,2179,1380,2198]
